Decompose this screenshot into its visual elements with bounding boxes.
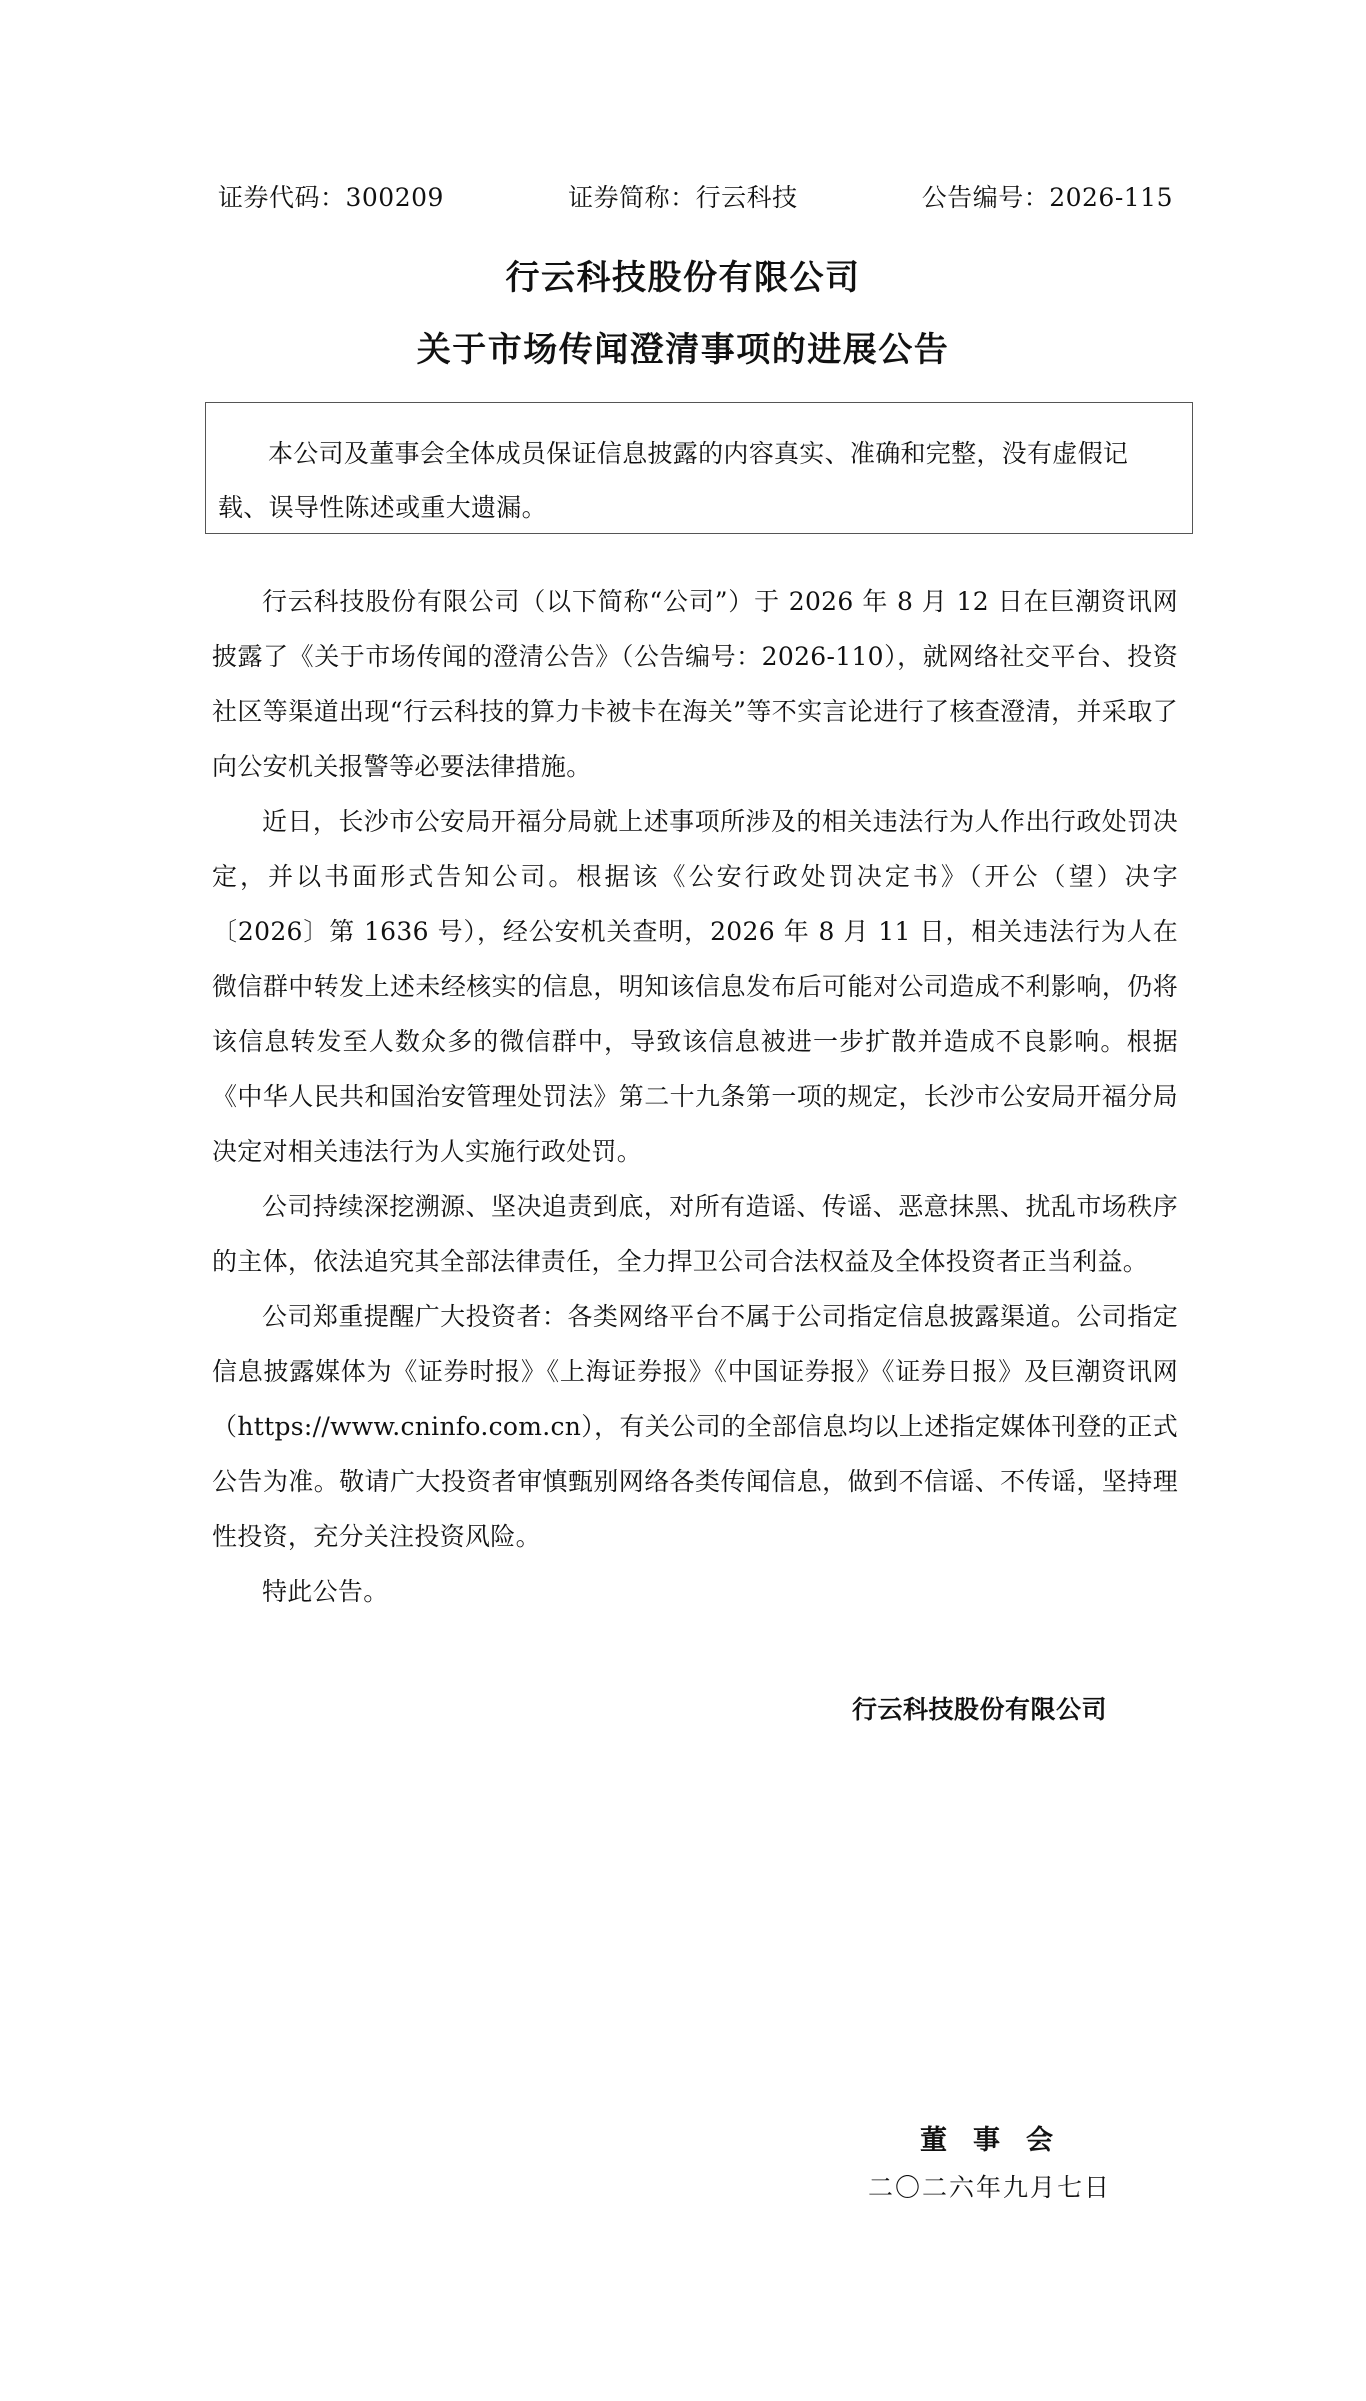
signoff-company: 行云科技股份有限公司 [852, 1695, 1108, 1724]
signoff-board: 董事会 [920, 2125, 1079, 2156]
document-title: 关于市场传闻澄清事项的进展公告 [416, 330, 950, 370]
stock-abbreviation: 证券简称：行云科技 [568, 183, 798, 212]
header-line [218, 178, 1173, 214]
announcement-number: 公告编号：2026-115 [921, 183, 1173, 212]
paragraph: 公司郑重提醒广大投资者：各类网络平台不属于公司指定信息披露渠道。公司指定信息披露媒体为《证券时报》《上海证券报》《中国证券报》《证券日报》及巨潮资讯网（https://www.cninfo.com.cn），有关公司的全部信息均以上述指定媒体刊登的正式公告为准。敬请广大投资者审慎甄别网络各类传闻信息，做到不信谣、不传谣，坚持理性投资，充分关注投资风险。 [212, 1302, 1178, 1551]
paragraph: 公司持续深挖溯源、坚决追责到底，对所有造谣、传谣、恶意抹黑、扰乱市场秩序的主体，依法追究其全部法律责任，全力捍卫公司合法权益及全体投资者正当利益。 [212, 1192, 1178, 1276]
body-text [212, 574, 1178, 1619]
paragraph: 行云科技股份有限公司（以下简称“公司”）于 2026 年 8 月 12 日在巨潮资讯网披露了《关于市场传闻的澄清公告》（公告编号：2026-110），就网络社交平台、投资社区等渠道出现“行云科技的算力卡被卡在海关”等不实言论进行了核查澄清，并采取了向公安机关报警等必要法律措施。 [212, 587, 1178, 781]
signoff-date: 二〇二六年九月七日 [868, 2173, 1112, 2202]
company-title: 行云科技股份有限公司 [505, 258, 861, 298]
closing-line: 特此公告。 [262, 1577, 389, 1606]
paragraph: 近日，长沙市公安局开福分局就上述事项所涉及的相关违法行为人作出行政处罚决定，并以书面形式告知公司。根据该《公安行政处罚决定书》（开公（望）决字〔2026〕第 1636 号），经公安机关查明，2026 年 8 月 11 日，相关违法行为人在微信群中转发上述未经核实的信息，明知该信息发布后可能对公司造成不利影响，仍将该信息转发至人数众多的微信群中，导致该信息被进一步扩散并造成不良影响。根据《中华人民共和国治安管理处罚法》第二十九条第一项的规定，长沙市公安局开福分局决定对相关违法行为人实施行政处罚。 [212, 807, 1178, 1166]
notice-box: 本公司及董事会全体成员保证信息披露的内容真实、准确和完整，没有虚假记载、误导性陈述或重大遗漏。 [205, 402, 1193, 534]
stock-code: 证券代码：300209 [218, 183, 444, 212]
